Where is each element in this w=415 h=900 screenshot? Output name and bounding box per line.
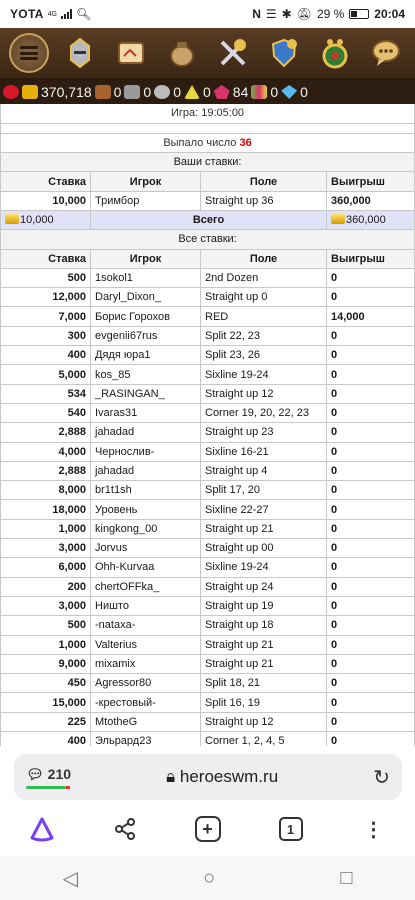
player-link[interactable]: jahadad [91,423,201,442]
bet-cell: 7,000 [1,307,91,326]
field-cell: RED [201,307,327,326]
diamond-icon [281,85,297,99]
all-bets-col-header: Выигрыш [327,249,415,268]
player-link[interactable]: Ivaras31 [91,403,201,422]
table-row [1,732,415,747]
network-type: 4G [47,10,57,18]
resource-bar [0,80,415,104]
player-link[interactable]: Дядя юра1 [91,346,201,365]
player-link[interactable]: Ohh-Kurvaa [91,558,201,577]
nfc-icon: N [252,7,261,21]
mercury-icon [154,85,170,99]
clock: 20:04 [374,7,405,21]
result-label: Выпало число [163,136,237,149]
win-cell: 0 [327,635,415,654]
table-row [1,191,415,210]
win-cell: 0 [327,403,415,422]
win-cell: 0 [327,288,415,307]
field-cell: Straight up 19 [201,596,327,615]
crystal-icon [214,85,230,99]
field-cell: Straight up 24 [201,577,327,596]
bet-cell: 400 [1,732,91,747]
win-cell: 0 [327,654,415,673]
player-link[interactable]: chertOFFka_ [91,577,201,596]
table-row [1,712,415,731]
win-cell: 0 [327,423,415,442]
table-row [1,403,415,422]
all-bets-col-header: Ставка [1,249,91,268]
field-cell: Corner 1, 2, 4, 5 [201,732,327,747]
comments-counter[interactable]: 💬︎ 210 [26,766,71,789]
bet-cell: 400 [1,346,91,365]
table-row [1,423,415,442]
plus-icon: + [195,816,221,842]
bet-cell: 15,000 [1,693,91,712]
player-link[interactable]: kingkong_00 [91,519,201,538]
win-cell: 0 [327,461,415,480]
win-cell: 0 [327,442,415,461]
bet-cell: 450 [1,674,91,693]
bets-table [0,104,415,746]
table-row [1,558,415,577]
field-cell: Straight up 21 [201,654,327,673]
my-bets-col-header: Ставка [1,172,91,191]
menu-icon[interactable] [9,33,49,73]
player-link[interactable]: Ништо [91,596,201,615]
address-bar[interactable] [14,754,402,800]
comment-icon: 💬︎ [26,765,44,782]
field-cell: 2nd Dozen [201,268,327,287]
total-label: Всего [91,210,327,229]
win-cell: 0 [327,539,415,558]
lock-icon: 🔒︎ [166,767,176,786]
bet-cell: 9,000 [1,654,91,673]
home-icon[interactable]: ○ [203,866,216,889]
field-cell: Split 16, 19 [201,693,327,712]
bluetooth-icon: ✱ [281,7,292,21]
mute-icon: 🔕︎ [296,7,312,21]
player-link[interactable]: Чернослив- [91,442,201,461]
bet-cell: 6,000 [1,558,91,577]
guild-shield-icon[interactable] [264,33,304,73]
share-icon[interactable] [110,814,140,844]
gems-icon [251,85,267,99]
player-link[interactable]: Valterius [91,635,201,654]
field-cell: Split 23, 26 [201,346,327,365]
player-link[interactable]: MtotheG [91,712,201,731]
field-cell: Sixline 16-21 [201,442,327,461]
game-nav-bar [0,28,415,80]
player-link[interactable]: Daryl_Dixon_ [91,288,201,307]
table-row [1,635,415,654]
wood-icon [95,85,111,99]
system-nav-bar [0,856,415,900]
table-row [1,461,415,480]
table-row [1,442,415,461]
field-cell: Straight up 12 [201,384,327,403]
bet-cell: 18,000 [1,500,91,519]
win-cell: 0 [327,481,415,500]
resource-crystal: 84 [214,84,249,100]
bet-cell: 12,000 [1,288,91,307]
bet-cell: 2,888 [1,423,91,442]
my-bets-title: Ваши ставки: [1,153,415,172]
win-cell: 0 [327,384,415,403]
resource-sulfur: 0 [184,84,211,100]
resource-diamond: 0 [281,84,308,100]
player-link[interactable]: Jorvus [91,539,201,558]
result-line [1,133,415,152]
bet-cell: 2,888 [1,461,91,480]
win-cell: 0 [327,519,415,538]
bet-cell: 1,000 [1,635,91,654]
win-cell: 14,000 [327,307,415,326]
table-row [1,326,415,345]
player-link[interactable]: jahadad [91,461,201,480]
resource-ore: 0 [124,84,151,100]
result-number: 36 [239,136,252,149]
bet-cell: 3,000 [1,539,91,558]
field-cell: Straight up 4 [201,461,327,480]
field-cell: Straight up 36 [201,191,327,210]
tabs-button[interactable]: 1 [276,814,306,844]
gold-icon [5,214,19,224]
table-row [1,654,415,673]
table-row [1,616,415,635]
table-row [1,288,415,307]
win-cell: 0 [327,268,415,287]
total-row [1,210,415,229]
all-bets-col-header: Поле [201,249,327,268]
player-link[interactable]: _RASINGAN_ [91,384,201,403]
field-cell: Sixline 19-24 [201,558,327,577]
player-link[interactable]: -nataxa- [91,616,201,635]
table-row [1,674,415,693]
bet-cell: 4,000 [1,442,91,461]
more-menu-icon[interactable]: ⋮ [363,818,384,841]
player-link[interactable]: Тримбор [91,191,201,210]
field-cell: Sixline 22-27 [201,500,327,519]
battery-percent: 29 % [316,7,345,21]
game-time: Игра: 19:05:00 [1,104,415,123]
win-cell: 0 [327,577,415,596]
table-row [1,268,415,287]
bet-cell: 8,000 [1,481,91,500]
field-cell: Straight up 00 [201,539,327,558]
heart-icon [3,85,19,99]
player-link[interactable]: Эльрард23 [91,732,201,747]
player-link[interactable]: evgenii67rus [91,326,201,345]
win-cell: 0 [327,732,415,747]
field-cell: Split 17, 20 [201,481,327,500]
signal-icon [61,9,72,19]
url-text[interactable]: 🔒︎ heroeswm.ru [166,767,279,786]
sulfur-icon [184,85,200,99]
reload-icon[interactable]: ↻ [373,766,390,789]
all-bets-col-header: Игрок [91,249,201,268]
roulette-icon[interactable] [315,33,355,73]
new-tab-button[interactable] [193,814,223,844]
bet-cell: 300 [1,326,91,345]
table-row [1,365,415,384]
player-link[interactable]: -крестовый- [91,693,201,712]
bet-cell: 500 [1,616,91,635]
roulette-results [0,104,415,746]
field-cell: Split 18, 21 [201,674,327,693]
battle-swords-icon[interactable] [213,33,253,73]
browser-toolbar [0,806,415,852]
bet-cell: 1,000 [1,519,91,538]
table-row [1,384,415,403]
carrier-name: YOTA [10,7,44,21]
player-link[interactable]: br1t1sh [91,481,201,500]
field-cell: Straight up 12 [201,712,327,731]
table-row [1,307,415,326]
resource-wood: 0 [95,84,122,100]
table-row [1,481,415,500]
win-cell: 0 [327,596,415,615]
win-cell: 0 [327,693,415,712]
all-bets-title: Все ставки: [1,230,415,249]
table-row [1,500,415,519]
bet-cell: 534 [1,384,91,403]
my-bets-col-header: Игрок [91,172,201,191]
ore-icon [124,85,140,99]
chat-bubble-icon[interactable] [366,33,406,73]
player-link[interactable]: mixamix [91,654,201,673]
table-row [1,519,415,538]
field-cell: Straight up 0 [201,288,327,307]
vibrate-icon: ☰ [265,7,277,21]
resource-health [3,85,19,99]
bet-cell: 3,000 [1,596,91,615]
field-cell: Straight up 18 [201,616,327,635]
knight-helmet-icon[interactable] [60,33,100,73]
back-icon[interactable]: ◁ [62,867,78,890]
table-row [1,346,415,365]
search-icon: 🔍︎ [76,7,92,21]
total-bet-cell: 10,000 [1,210,91,229]
field-cell: Straight up 23 [201,423,327,442]
field-cell: Sixline 19-24 [201,365,327,384]
bet-cell: 5,000 [1,365,91,384]
table-row [1,539,415,558]
resource-gold: 370,718 [22,84,92,100]
win-cell: 0 [327,616,415,635]
total-win-cell: 360,000 [327,210,415,229]
field-cell: Straight up 21 [201,519,327,538]
resource-mercury: 0 [154,84,181,100]
field-cell: Split 22, 23 [201,326,327,345]
gold-icon [22,85,38,99]
win-cell: 0 [327,558,415,577]
player-link[interactable]: kos_85 [91,365,201,384]
field-cell: Straight up 21 [201,635,327,654]
resource-gems: 0 [251,84,278,100]
win-cell: 0 [327,712,415,731]
win-cell: 0 [327,346,415,365]
my-bets-col-header: Выигрыш [327,172,415,191]
win-cell: 360,000 [327,191,415,210]
table-row [1,693,415,712]
player-link[interactable]: Agressor80 [91,674,201,693]
alice-assistant-icon[interactable] [27,814,57,844]
bag-icon[interactable] [162,33,202,73]
bet-cell: 500 [1,268,91,287]
table-row [1,577,415,596]
bet-cell: 540 [1,403,91,422]
table-row [1,596,415,615]
progress-bar [26,786,66,789]
field-cell: Corner 19, 20, 22, 23 [201,403,327,422]
player-link[interactable]: Борис Горохов [91,307,201,326]
bet-cell: 10,000 [1,191,91,210]
win-cell: 0 [327,674,415,693]
battery-icon [349,9,369,19]
win-cell: 0 [327,500,415,519]
browser-chrome [0,746,415,856]
player-link[interactable]: 1sokol1 [91,268,201,287]
gold-icon [331,214,345,224]
recents-icon[interactable]: □ [340,866,353,889]
my-bets-col-header: Поле [201,172,327,191]
bet-cell: 200 [1,577,91,596]
win-cell: 0 [327,365,415,384]
status-bar [0,0,415,28]
bet-cell: 225 [1,712,91,731]
win-cell: 0 [327,326,415,345]
player-link[interactable]: Уровень [91,500,201,519]
map-scroll-icon[interactable] [111,33,151,73]
